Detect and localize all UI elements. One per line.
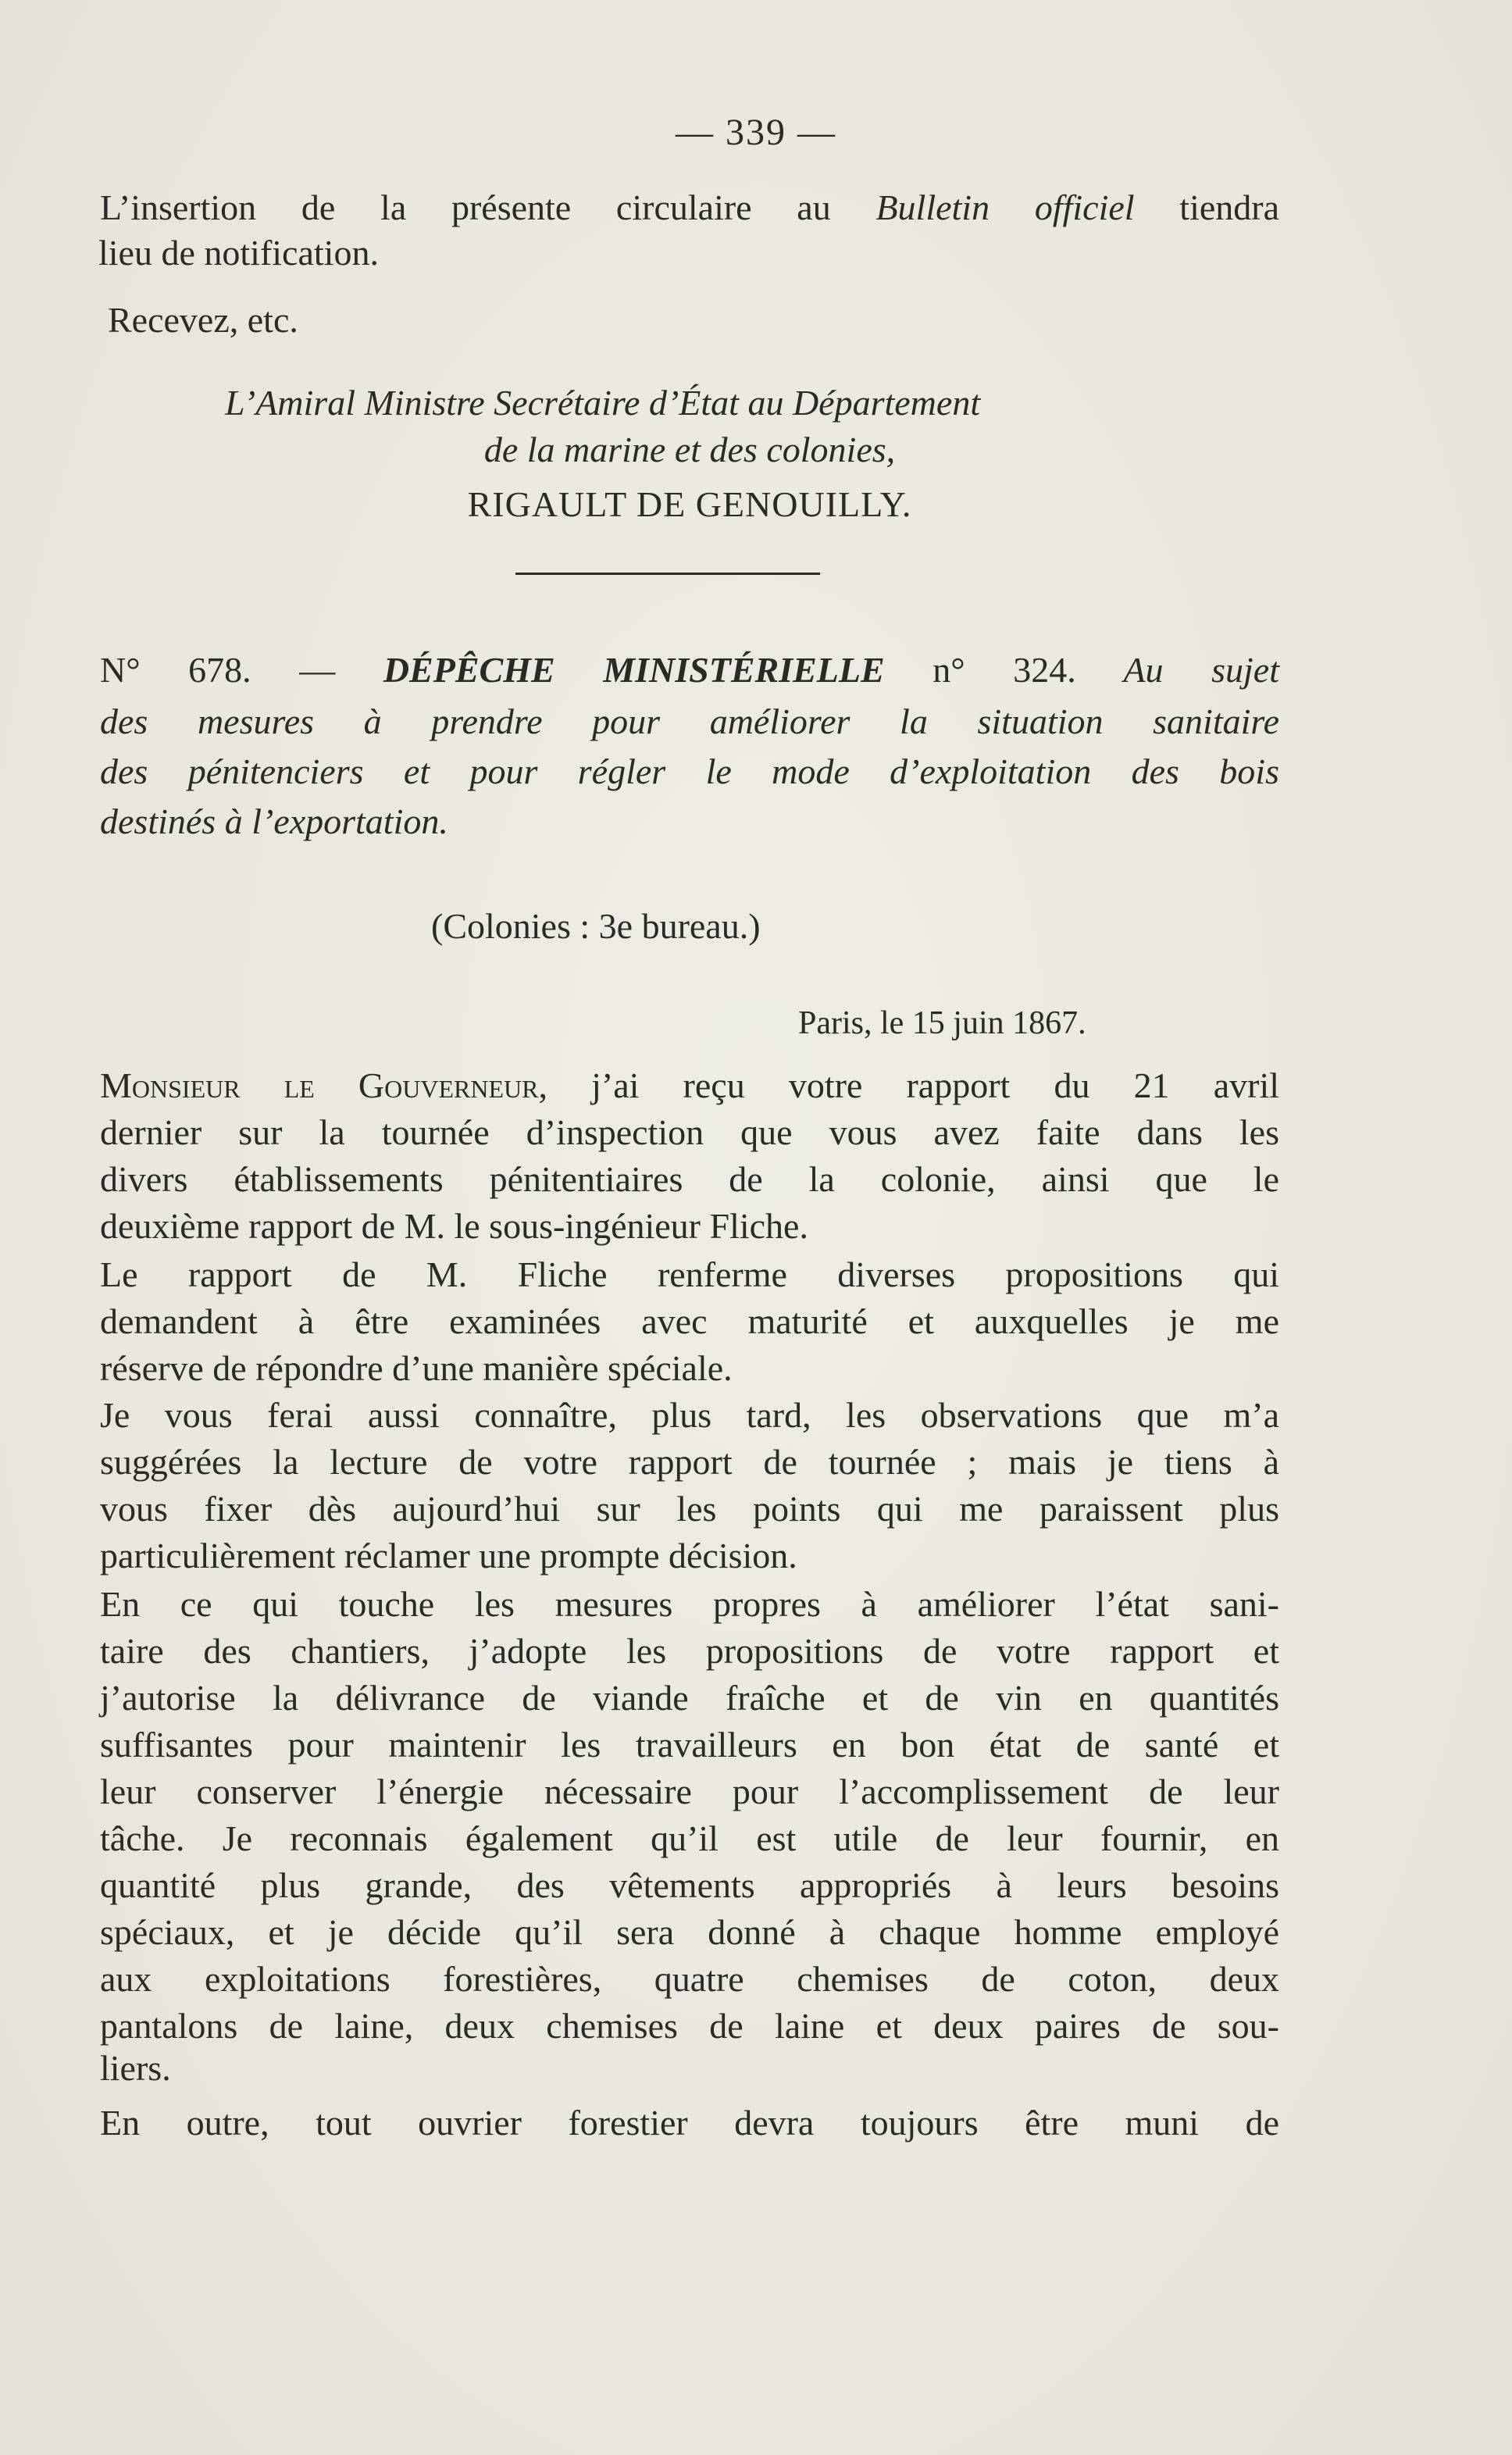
signature-name: RIGAULT DE GENOUILLY. xyxy=(467,484,912,524)
body-p1-line-1-text: j’ai reçu votre rapport du 21 avril xyxy=(547,1065,1280,1105)
closing-formula: Recevez, etc. xyxy=(108,300,298,340)
dispatch-place-date: Paris, le 15 juin 1867. xyxy=(798,1005,1086,1041)
bulletin-title: Bulletin officiel xyxy=(875,187,1135,227)
body-p4-line-6: tâche. Je reconnais également qu’il est utile de leur fournir, en xyxy=(100,1818,1279,1858)
body-p4-line-9: aux exploitations forestières, quatre chemises de coton, deux xyxy=(100,1959,1279,1999)
dispatch-ref-number: n° 324. xyxy=(884,650,1076,690)
dispatch-office: (Colonies : 3e bureau.) xyxy=(431,906,761,946)
body-p2-line-1: Le rapport de M. Fliche renferme diverses propositions qui xyxy=(100,1254,1279,1294)
signature-line-2: de la marine et des colonies, xyxy=(483,430,896,469)
body-p3-line-1: Je vous ferai aussi connaître, plus tard, les observations que m’a xyxy=(100,1395,1279,1435)
body-p2-line-3: réserve de répondre d’une manière spéciale. xyxy=(100,1348,733,1388)
dispatch-subject-start: Au sujet xyxy=(1075,650,1279,690)
body-p4-line-1: En ce qui touche les mesures propres à améliorer l’état sani- xyxy=(100,1584,1279,1624)
body-p4-line-7: quantité plus grande, des vêtements appropriés à leurs besoins xyxy=(100,1865,1279,1905)
dispatch-number: N° 678. — xyxy=(100,650,383,690)
dispatch-subject-line-2: des mesures à prendre pour améliorer la situation sanitaire xyxy=(100,701,1279,741)
body-p2-line-2: demandent à être examinées avec maturité et auxquelles je me xyxy=(100,1301,1279,1341)
separator-rule xyxy=(515,573,820,575)
body-p4-line-3: j’autorise la délivrance de viande fraîche et de vin en quantités xyxy=(100,1678,1279,1718)
dispatch-subject-line-3: des pénitenciers et pour régler le mode d’exploitation des bois xyxy=(100,751,1279,791)
body-p1-line-1 xyxy=(100,1064,1279,1108)
body-p3-line-2: suggérées la lecture de votre rapport de tournée ; mais je tiens à xyxy=(100,1442,1279,1482)
intro-line-1 xyxy=(100,186,1279,230)
body-p3-line-4: particulièrement réclamer une prompte décision. xyxy=(100,1536,797,1575)
signature-line-1: L’Amiral Ministre Secrétaire d’État au Département xyxy=(225,383,981,423)
page-number: — 339 — xyxy=(676,112,836,153)
intro-line-1-text: L’insertion de la présente circulaire au xyxy=(100,187,876,227)
intro-line-2: lieu de notification. xyxy=(98,233,379,273)
body-p4-line-4: suffisantes pour maintenir les travailleurs en bon état de santé et xyxy=(100,1725,1279,1765)
body-p4-line-2: taire des chantiers, j’adopte les propositions de votre rapport et xyxy=(100,1631,1279,1671)
intro-line-1-end: tiendra xyxy=(1134,187,1279,227)
body-p3-line-3: vous fixer dès aujourd’hui sur les points qui me paraissent plus xyxy=(100,1489,1279,1529)
body-p1-line-3: divers établissements pénitentiaires de la colonie, ainsi que le xyxy=(100,1159,1279,1199)
dispatch-label: DÉPÊCHE MINISTÉRIELLE xyxy=(383,650,885,690)
body-p1-line-4: deuxième rapport de M. le sous-ingénieur Fliche. xyxy=(100,1206,808,1246)
body-p4-line-5: leur conserver l’énergie nécessaire pour l’accomplissement de leur xyxy=(100,1772,1279,1811)
body-p4-line-10: pantalons de laine, deux chemises de laine et deux paires de sou- xyxy=(100,2006,1279,2046)
dispatch-heading-line-1 xyxy=(100,648,1279,692)
body-p1-line-2: dernier sur la tournée d’inspection que vous avez faite dans les xyxy=(100,1112,1279,1152)
dispatch-subject-line-4: destinés à l’exportation. xyxy=(100,801,448,841)
salutation: Monsieur le Gouverneur, xyxy=(100,1065,547,1105)
body-p5-line-1: En outre, tout ouvrier forestier devra toujours être muni de xyxy=(100,2103,1279,2143)
body-p4-line-8: spéciaux, et je décide qu’il sera donné à chaque homme employé xyxy=(100,1912,1279,1952)
body-p4-line-11: liers. xyxy=(100,2048,171,2088)
